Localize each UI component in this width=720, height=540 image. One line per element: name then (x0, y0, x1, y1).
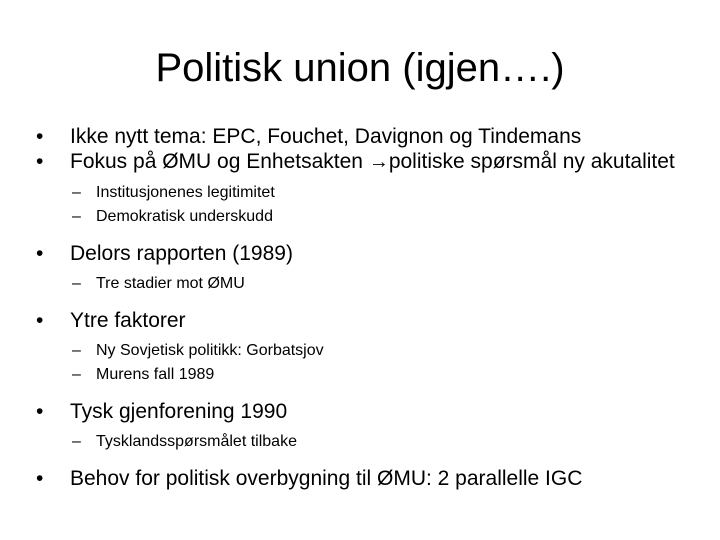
dash-icon: – (72, 366, 81, 383)
bullet-icon: • (36, 467, 44, 490)
sub-bullet-text: Tysklandsspørsmålet tilbake (96, 433, 297, 450)
bullet-icon: • (36, 242, 44, 265)
bullet-icon: • (36, 309, 44, 332)
bullet-text: Tysk gjenforening 1990 (70, 400, 288, 423)
bullet-item (36, 124, 706, 149)
sub-bullet-item (36, 430, 706, 454)
dash-icon: – (72, 208, 81, 225)
sub-bullet-item (36, 205, 706, 229)
bullet-text: politiske spørsmål ny akutalitet (388, 150, 675, 173)
dash-icon: – (72, 275, 81, 292)
arrow-right-icon: → (368, 151, 389, 173)
sub-bullet-text: Murens fall 1989 (96, 366, 215, 383)
slide-body (36, 124, 706, 491)
bullet-icon: • (36, 125, 44, 148)
sub-bullet-item (36, 363, 706, 387)
bullet-text: Delors rapporten (1989) (70, 242, 293, 265)
slide-title: Politisk union (igjen….) (155, 46, 565, 90)
bullet-text: Ytre faktorer (70, 309, 186, 332)
sub-bullet-item (36, 272, 706, 296)
bullet-text: Fokus på ØMU og Enhetsakten (70, 150, 369, 173)
sub-bullet-text: Demokratisk underskudd (96, 208, 273, 225)
sub-bullet-item (36, 339, 706, 363)
bullet-item (36, 466, 706, 491)
sub-bullet-text: Institusjonenes legitimitet (96, 184, 275, 201)
bullet-item (36, 399, 706, 424)
bullet-text: Ikke nytt tema: EPC, Fouchet, Davignon og Tindemans (70, 125, 582, 148)
bullet-item (36, 149, 706, 175)
sub-bullet-item (36, 181, 706, 205)
bullet-item (36, 241, 706, 266)
sub-bullet-text: Tre stadier mot ØMU (96, 275, 245, 292)
bullet-icon: • (36, 400, 44, 423)
bullet-icon: • (36, 150, 44, 173)
dash-icon: – (72, 433, 81, 450)
bullet-item (36, 308, 706, 333)
dash-icon: – (72, 184, 81, 201)
bullet-text: Behov for politisk overbygning til ØMU: 2 parallelle IGC (70, 467, 583, 490)
sub-bullet-text: Ny Sovjetisk politikk: Gorbatsjov (96, 342, 324, 359)
dash-icon: – (72, 342, 81, 359)
